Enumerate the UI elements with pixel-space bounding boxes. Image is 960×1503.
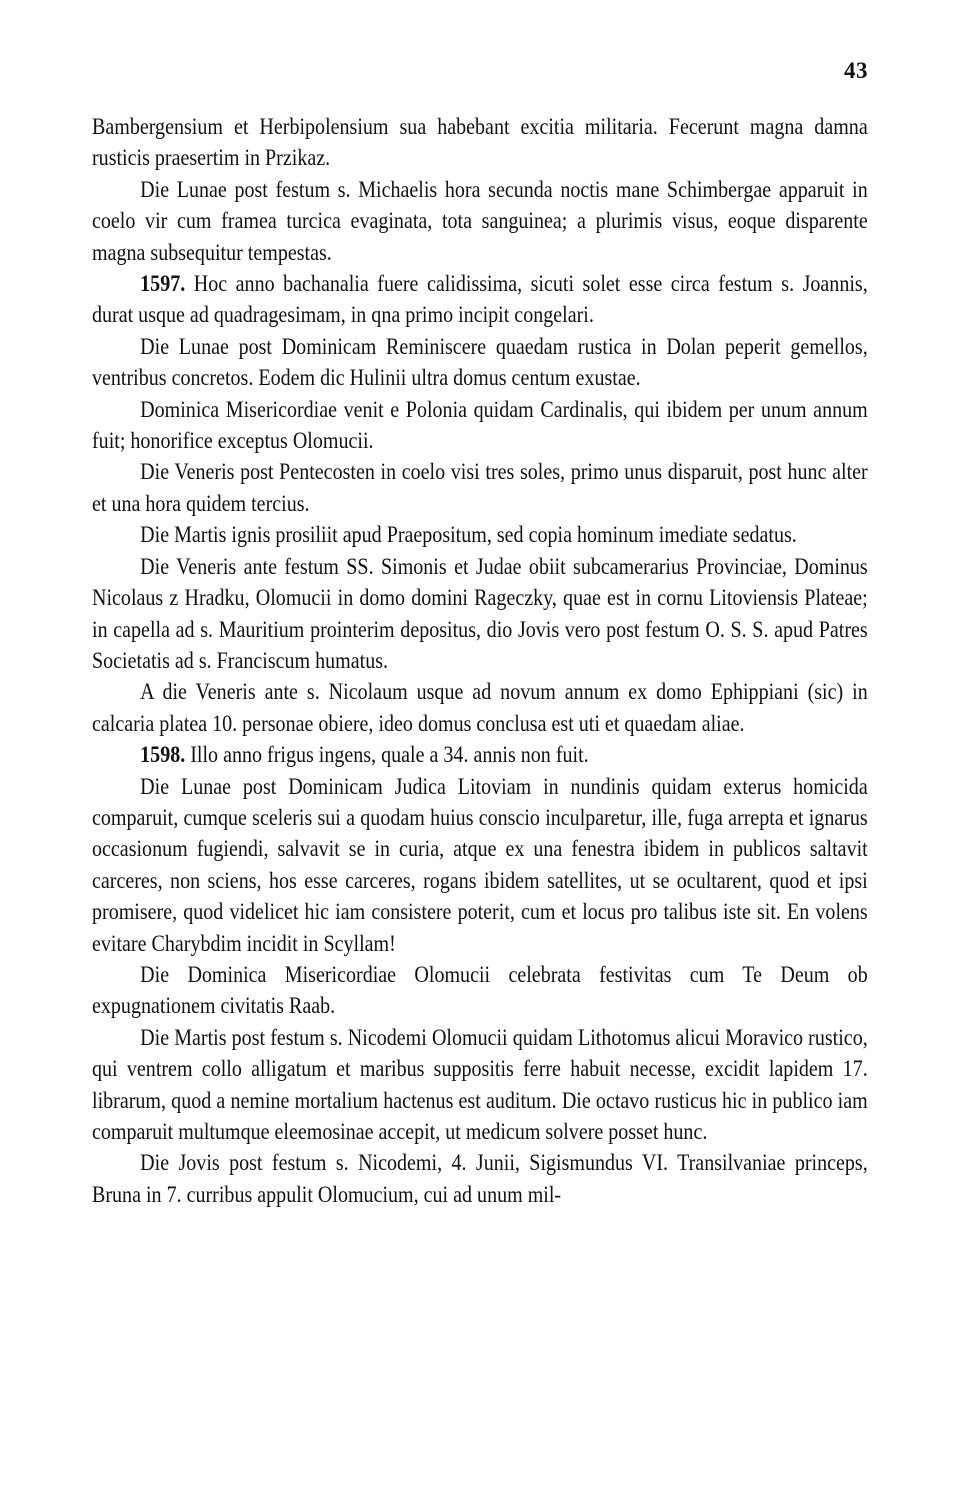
paragraph [92, 520, 868, 551]
paragraph-text: Die Dominica Misericordiae Olomucii celebrata festivitas cum Te Deum ob expugnationem civitatis Raab. [92, 961, 868, 1020]
paragraph-text: Dominica Misericordiae venit e Polonia quidam Cardinalis, qui ibidem per unum annum fuit; honorifice exceptus Olomucii. [92, 396, 868, 455]
paragraph [92, 960, 868, 1023]
paragraph [92, 1023, 868, 1149]
paragraph-text: Die Veneris post Pentecosten in coelo visi tres soles, primo unus disparuit, post hunc alter et una hora quidem tercius. [92, 459, 868, 517]
paragraph-text: Die Lunae post Dominicam Judica Litoviam in nundinis quidam exterus homicida comparuit, cumque sceleris sui a quodam huius conscio inculparetur, ille, fuga arrepta et ignarus occasionum fugiendi, salvavit se in curia, atque ex una fenestra ibidem in publicos saltavit carceres, non sciens, hos esse carceres, rogans ibidem satellites, ut se ocultarent, quod et ipsi promisere, quod videlicet hic iam consistere poterit, cum et locus pro talibus iste sit. En volens evitare Charybdim incidit in Scyllam! [92, 773, 868, 957]
paragraph [92, 112, 868, 175]
paragraph [92, 175, 868, 269]
paragraph-text: Hoc anno bachanalia fuere calidissima, sicuti solet esse circa festum s. Joannis, durat usque ad quadragesimam, in qna primo incipit congelari. [92, 271, 868, 329]
paragraph [92, 740, 868, 771]
paragraph [92, 552, 868, 678]
paragraph [92, 772, 868, 960]
paragraph [92, 395, 868, 458]
page-number: 43 [844, 58, 868, 83]
paragraph-text: Die Lunae post Dominicam Reminiscere quaedam rustica in Dolan peperit gemellos, ventribus concretos. Eodem dic Hulinii ultra domus centum exustae. [92, 333, 868, 392]
paragraph [92, 677, 868, 740]
year-heading: 1598. [140, 742, 186, 769]
paragraph [92, 457, 868, 520]
paragraph-text: Bambergensium et Herbipolensium sua habebant excitia militaria. Fecerunt magna damna rusticis praesertim in Przikaz. [92, 114, 868, 172]
year-heading: 1597. [140, 271, 186, 298]
paragraph [92, 269, 868, 332]
paragraph-text: Die Martis post festum s. Nicodemi Olomucii quidam Lithotomus alicui Moravico rustico, qui ventrem collo alligatum et maribus suppositis ferre habuit necesse, excidit lapidem 17. librarum, quod a nemine mortalium hactenus est auditum. Die octavo rusticus hic in publico iam comparuit multumque eleemosinae accepit, ut medicum solvere posset hunc. [92, 1024, 868, 1145]
paragraph-text: Die Martis ignis prosiliit apud Praepositum, sed copia hominum imediate sedatus. [140, 522, 797, 549]
paragraph [92, 1148, 868, 1211]
paragraph-text: Die Jovis post festum s. Nicodemi, 4. Junii, Sigismundus VI. Transilvaniae princeps, Bruna in 7. curribus appulit Olomucium, cui ad unum mil- [92, 1150, 868, 1208]
paragraph-text: A die Veneris ante s. Nicolaum usque ad novum annum ex domo Ephippiani (sic) in calcaria platea 10. personae obiere, ideo domus conclusa est uti et quaedam aliae. [92, 679, 868, 737]
body-text [92, 112, 868, 1211]
paragraph-text: Die Lunae post festum s. Michaelis hora secunda noctis mane Schimbergae apparuit in coelo vir cum framea turcica evaginata, tota sanguinea; a plurimis visus, eoque disparente magna subsequitur tempestas. [92, 176, 868, 266]
paragraph-text: Illo anno frigus ingens, quale a 34. annis non fuit. [185, 742, 589, 769]
paragraph [92, 332, 868, 395]
paragraph-text: Die Veneris ante festum SS. Simonis et Judae obiit subcamerarius Provinciae, Dominus Nicolaus z Hradku, Olomucii in domo domini Rageczky, quae est in cornu Litoviensis Plateae; in capella ad s. Mauritium prointerim depositus, dio Jovis vero post festum O. S. S. apud Patres Societatis ad s. Franciscum humatus. [92, 553, 868, 674]
